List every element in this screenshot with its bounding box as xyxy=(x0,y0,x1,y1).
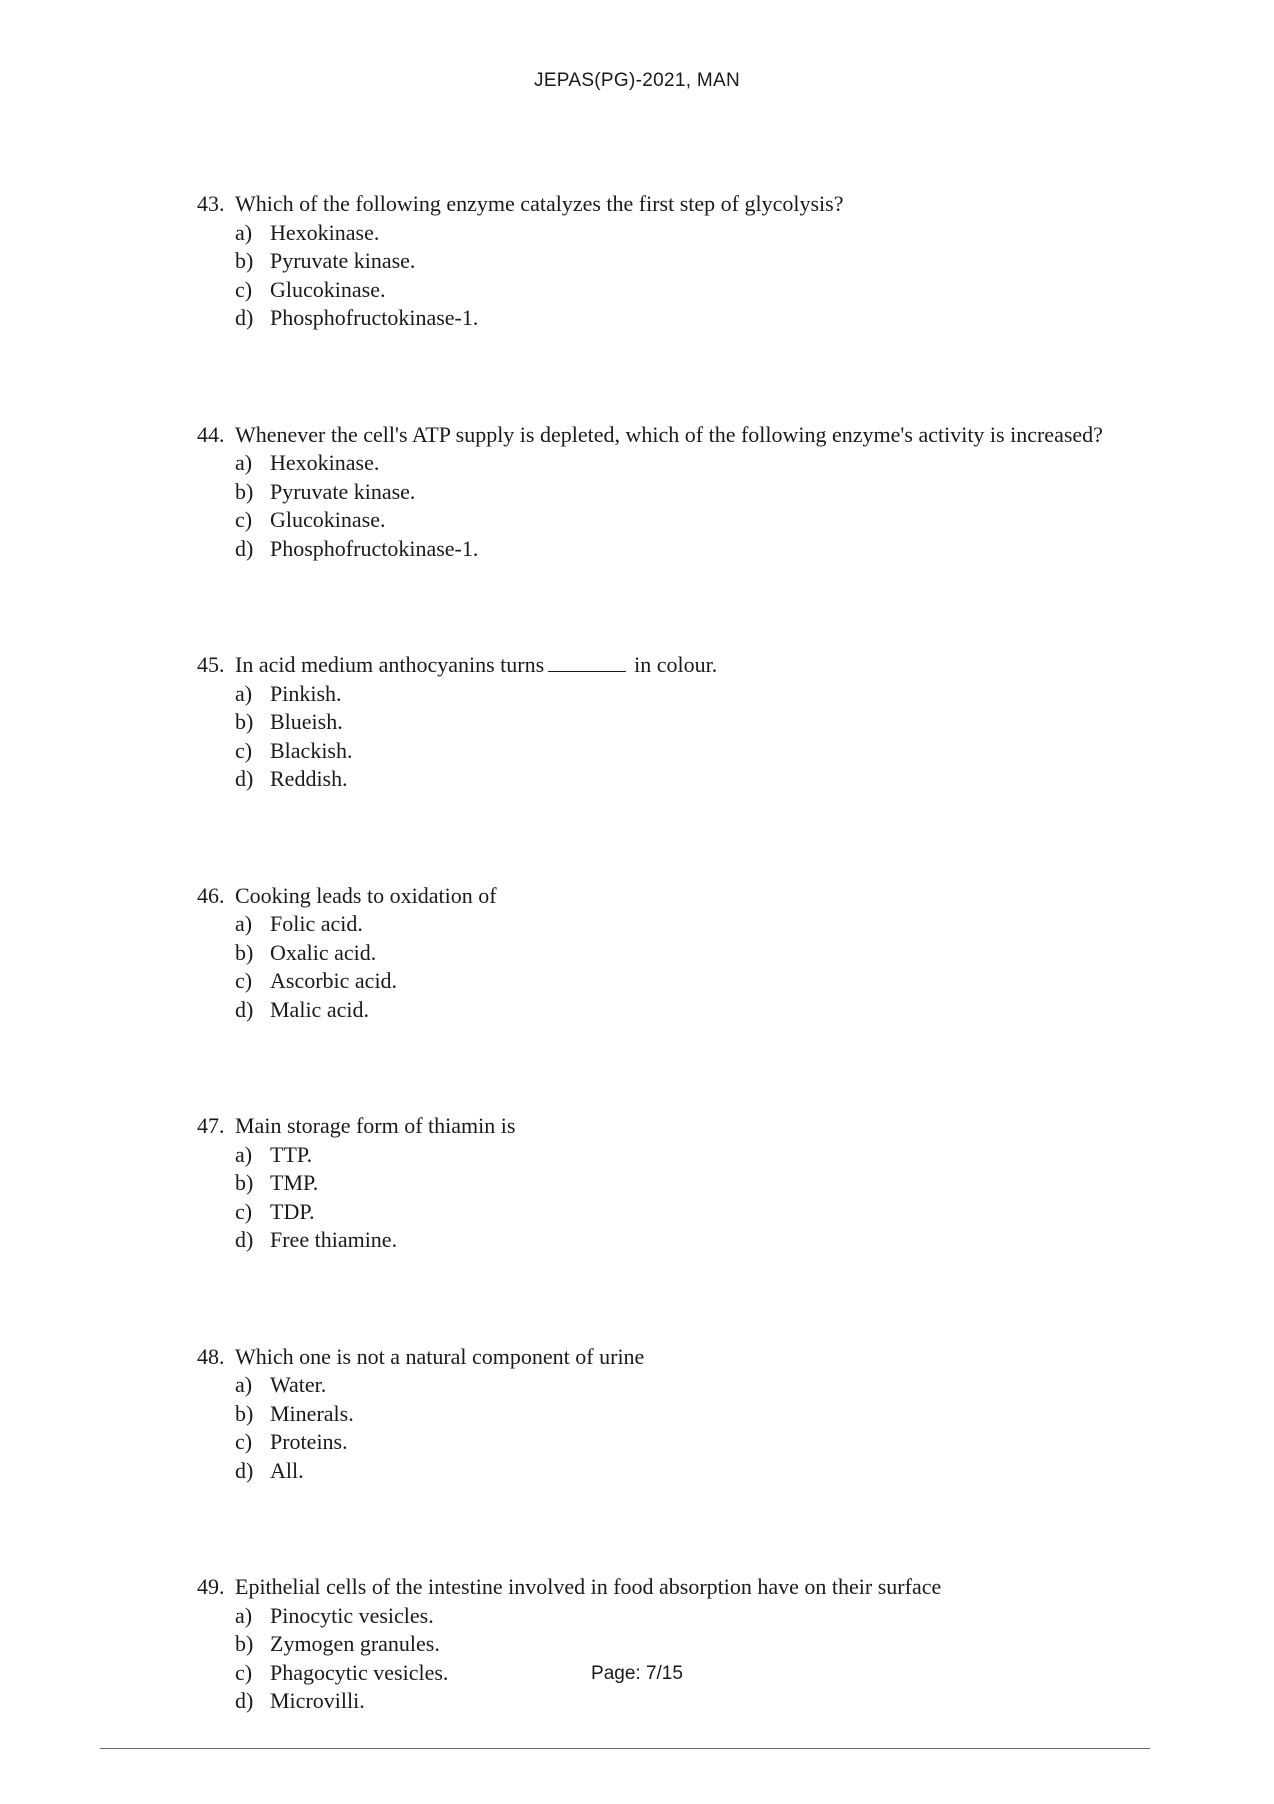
option-letter: c) xyxy=(235,737,253,763)
option-text: Pinkish. xyxy=(270,680,342,706)
option-letter: c) xyxy=(235,507,253,532)
option-text: Proteins. xyxy=(270,1429,348,1454)
question-list xyxy=(197,190,1127,1804)
option-list xyxy=(197,449,1127,563)
option-letter: b) xyxy=(235,1631,254,1656)
option-letter: a) xyxy=(235,1372,253,1397)
page-number: Page: 7/15 xyxy=(591,1663,683,1684)
option-c xyxy=(235,1428,1127,1457)
question-text: Epithelial cells of the intestine involved in food absorption have on their surface xyxy=(235,1574,942,1599)
question-number: 47. xyxy=(197,1113,225,1138)
fill-in-blank xyxy=(548,653,626,672)
option-d xyxy=(235,1687,1127,1716)
question-text: Which one is not a natural component of urine xyxy=(235,1343,645,1369)
option-list xyxy=(197,680,1127,794)
option-text: TTP. xyxy=(270,1141,313,1167)
question-text-before: In acid medium anthocyanins turns xyxy=(235,652,545,677)
question-text: Which of the following enzyme catalyzes the first step of glycolysis? xyxy=(235,191,844,216)
option-letter: b) xyxy=(235,709,254,734)
question-number: 45. xyxy=(197,652,225,677)
option-text: Minerals. xyxy=(270,1400,354,1426)
option-text: Free thiamine. xyxy=(270,1227,398,1252)
option-text: Phosphofructokinase-1. xyxy=(270,305,479,330)
question-text: Main storage form of thiamin is xyxy=(235,1113,516,1138)
option-b xyxy=(235,939,1127,968)
option-d xyxy=(235,1457,1127,1486)
option-letter: a) xyxy=(235,1141,253,1167)
page-header: JEPAS(PG)-2021, MAN xyxy=(534,70,740,91)
option-a xyxy=(235,449,1127,478)
option-text: Pinocytic vesicles. xyxy=(270,1602,434,1628)
question-46 xyxy=(197,882,1127,1025)
option-letter: c) xyxy=(235,1659,253,1685)
option-letter: a) xyxy=(235,680,253,706)
option-text: Ascorbic acid. xyxy=(270,968,398,993)
option-b xyxy=(235,247,1127,276)
option-d xyxy=(235,765,1127,794)
option-letter: d) xyxy=(235,305,254,330)
question-48 xyxy=(197,1343,1127,1486)
option-text: Blueish. xyxy=(270,709,343,734)
option-d xyxy=(235,304,1127,333)
option-b xyxy=(235,1630,1127,1659)
question-number: 48. xyxy=(197,1343,225,1369)
option-letter: c) xyxy=(235,276,253,302)
question-number: 46. xyxy=(197,882,225,908)
option-c xyxy=(235,737,1127,766)
option-letter: a) xyxy=(235,911,253,936)
option-b xyxy=(235,708,1127,737)
option-text: Folic acid. xyxy=(270,911,363,936)
option-letter: d) xyxy=(235,996,254,1022)
option-list xyxy=(197,910,1127,1024)
option-letter: a) xyxy=(235,219,253,245)
option-letter: d) xyxy=(235,1227,254,1252)
option-letter: b) xyxy=(235,248,254,273)
option-text: Microvilli. xyxy=(270,1688,365,1713)
question-text-after: in colour. xyxy=(634,652,718,677)
option-letter: d) xyxy=(235,1688,254,1713)
option-text: Hexokinase. xyxy=(270,450,380,475)
option-a xyxy=(235,910,1127,939)
question-text: Whenever the cell's ATP supply is depleted, which of the following enzyme's activity is increased? xyxy=(235,421,1103,447)
bottom-divider xyxy=(100,1748,1150,1749)
option-letter: b) xyxy=(235,1170,254,1195)
option-a xyxy=(235,1371,1127,1400)
option-list xyxy=(197,1371,1127,1485)
option-d xyxy=(235,996,1127,1025)
option-letter: b) xyxy=(235,1400,254,1426)
option-text: All. xyxy=(270,1457,304,1483)
option-text: TMP. xyxy=(270,1170,319,1195)
option-text: Hexokinase. xyxy=(270,219,380,245)
option-list xyxy=(197,219,1127,333)
question-number: 43. xyxy=(197,191,225,216)
option-letter: c) xyxy=(235,1429,253,1454)
question-43 xyxy=(197,190,1127,333)
question-45 xyxy=(197,651,1127,794)
option-a xyxy=(235,1602,1127,1631)
option-text: Reddish. xyxy=(270,766,348,791)
option-c xyxy=(235,506,1127,535)
question-text xyxy=(235,651,1127,680)
option-c xyxy=(235,967,1127,996)
option-letter: d) xyxy=(235,766,254,791)
option-text: Water. xyxy=(270,1372,327,1397)
option-letter: b) xyxy=(235,478,254,504)
option-text: Pyruvate kinase. xyxy=(270,478,416,504)
option-text: Glucokinase. xyxy=(270,507,386,532)
option-letter: d) xyxy=(235,1457,254,1483)
option-b xyxy=(235,1400,1127,1429)
option-d xyxy=(235,1226,1127,1255)
option-list xyxy=(197,1141,1127,1255)
question-number: 49. xyxy=(197,1574,225,1599)
option-text: Malic acid. xyxy=(270,996,369,1022)
option-d xyxy=(235,535,1127,564)
option-list xyxy=(197,1602,1127,1716)
option-a xyxy=(235,1141,1127,1170)
question-text: Cooking leads to oxidation of xyxy=(235,882,497,908)
option-a xyxy=(235,219,1127,248)
option-text: Blackish. xyxy=(270,737,353,763)
option-text: Zymogen granules. xyxy=(270,1631,440,1656)
option-letter: c) xyxy=(235,968,253,993)
option-letter: a) xyxy=(235,1602,253,1628)
option-text: Oxalic acid. xyxy=(270,939,377,965)
option-text: Phosphofructokinase-1. xyxy=(270,535,479,561)
question-47 xyxy=(197,1112,1127,1255)
option-text: TDP. xyxy=(270,1198,315,1224)
option-letter: b) xyxy=(235,939,254,965)
option-b xyxy=(235,1169,1127,1198)
option-c xyxy=(235,1198,1127,1227)
option-text: Phagocytic vesicles. xyxy=(270,1659,449,1685)
option-b xyxy=(235,478,1127,507)
question-49 xyxy=(197,1573,1127,1716)
option-letter: d) xyxy=(235,535,254,561)
option-letter: a) xyxy=(235,450,253,475)
question-number: 44. xyxy=(197,421,225,447)
question-44 xyxy=(197,421,1127,564)
option-text: Glucokinase. xyxy=(270,276,386,302)
option-letter: c) xyxy=(235,1198,253,1224)
option-c xyxy=(235,276,1127,305)
option-a xyxy=(235,680,1127,709)
option-text: Pyruvate kinase. xyxy=(270,248,416,273)
